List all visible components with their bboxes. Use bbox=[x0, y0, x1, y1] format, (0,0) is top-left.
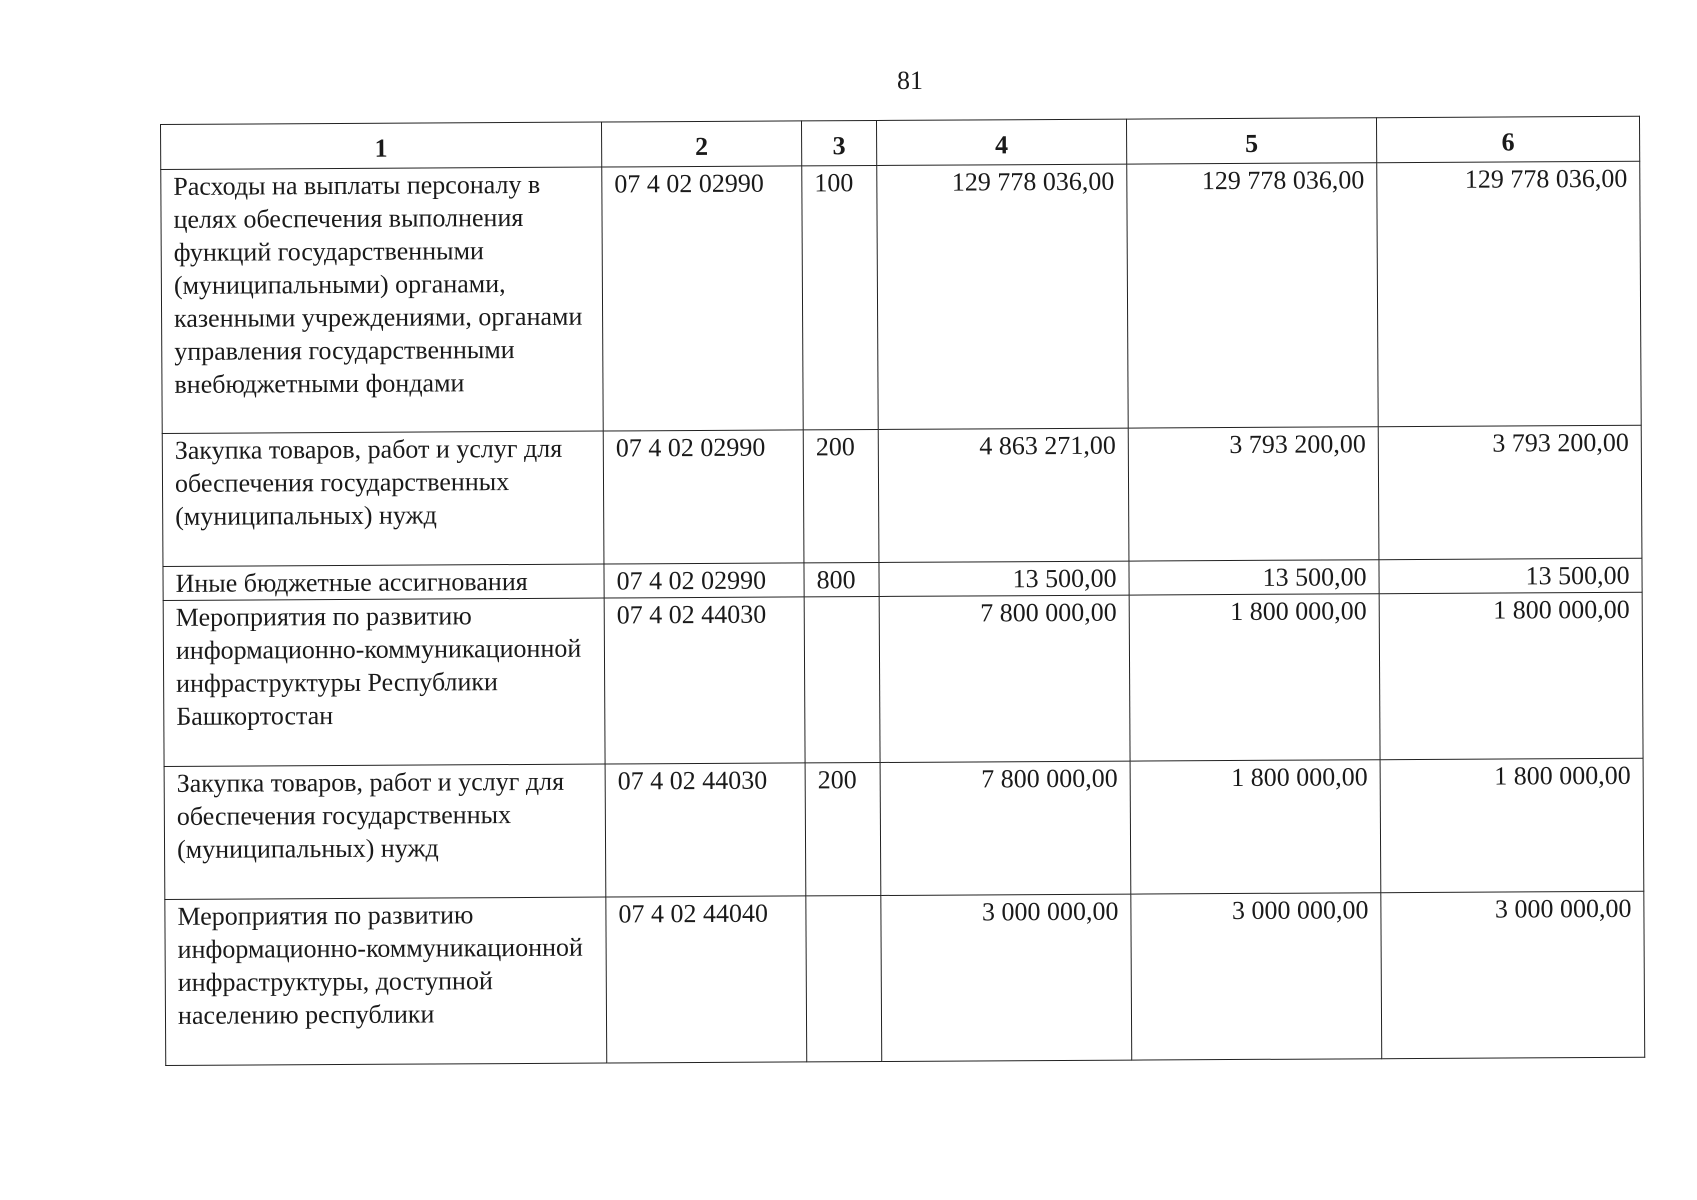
row-amount-col-5: 1 800 000,00 bbox=[1129, 594, 1380, 761]
header-col-3: 3 bbox=[801, 120, 876, 165]
row-code: 07 4 02 44030 bbox=[604, 597, 805, 764]
budget-table bbox=[160, 116, 1645, 1066]
row-name: Закупка товаров, работ и услуг для обеспечения государственных (муниципальных) нужд bbox=[164, 764, 606, 899]
row-code: 07 4 02 02990 bbox=[602, 166, 803, 431]
row-amount-col-5: 3 793 200,00 bbox=[1128, 427, 1379, 561]
row-amount-col-4: 4 863 271,00 bbox=[878, 428, 1129, 562]
row-amount-col-4: 7 800 000,00 bbox=[880, 761, 1131, 895]
header-col-5: 5 bbox=[1126, 118, 1376, 164]
row-name: Иные бюджетные ассигнования bbox=[163, 564, 604, 600]
row-amount-col-5: 129 778 036,00 bbox=[1127, 163, 1378, 428]
row-expense-type bbox=[806, 895, 882, 1061]
row-expense-type: 200 bbox=[803, 429, 879, 562]
page-number: 81 bbox=[897, 66, 923, 95]
row-amount-col-5: 1 800 000,00 bbox=[1130, 760, 1381, 894]
row-amount-col-6: 1 800 000,00 bbox=[1379, 592, 1643, 759]
table-row bbox=[161, 161, 1641, 433]
header-col-1: 1 bbox=[161, 122, 602, 169]
row-amount-col-4: 13 500,00 bbox=[879, 561, 1129, 596]
row-amount-col-6: 13 500,00 bbox=[1379, 558, 1642, 593]
table-row bbox=[164, 758, 1644, 899]
row-code: 07 4 02 02990 bbox=[604, 563, 804, 598]
header-col-2: 2 bbox=[601, 121, 801, 167]
row-amount-col-5: 13 500,00 bbox=[1129, 560, 1379, 595]
table-row bbox=[163, 592, 1643, 766]
budget-table-container bbox=[160, 116, 1644, 1066]
row-expense-type: 100 bbox=[802, 165, 878, 429]
row-amount-col-4: 129 778 036,00 bbox=[877, 164, 1128, 429]
row-amount-col-6: 1 800 000,00 bbox=[1380, 758, 1644, 892]
row-name: Расходы на выплаты персоналу в целях обеспечения выполнения функций государственными (муниципальными) органами, казенными учреждениями, органами управления государственными внебюджетными фондами bbox=[161, 167, 603, 433]
row-amount-col-6: 129 778 036,00 bbox=[1377, 161, 1641, 426]
row-amount-col-6: 3 000 000,00 bbox=[1381, 891, 1645, 1058]
header-col-6: 6 bbox=[1376, 116, 1639, 162]
row-expense-type: 800 bbox=[804, 562, 879, 596]
table-row bbox=[162, 425, 1642, 566]
row-amount-col-5: 3 000 000,00 bbox=[1131, 893, 1382, 1060]
row-expense-type: 200 bbox=[805, 762, 881, 895]
row-name: Мероприятия по развитию информационно-коммуникационной инфраструктуры, доступной населению республики bbox=[165, 897, 607, 1065]
row-amount-col-4: 3 000 000,00 bbox=[881, 894, 1132, 1061]
header-col-4: 4 bbox=[876, 119, 1126, 165]
row-amount-col-6: 3 793 200,00 bbox=[1378, 425, 1642, 559]
row-amount-col-4: 7 800 000,00 bbox=[879, 595, 1130, 762]
row-name: Закупка товаров, работ и услуг для обеспечения государственных (муниципальных) нужд bbox=[162, 431, 604, 566]
row-name: Мероприятия по развитию информационно-коммуникационной инфраструктуры Республики Башкортостан bbox=[163, 598, 605, 766]
table-row bbox=[165, 891, 1645, 1065]
row-code: 07 4 02 02990 bbox=[603, 430, 804, 564]
row-expense-type bbox=[804, 596, 880, 762]
row-code: 07 4 02 44030 bbox=[605, 763, 806, 897]
row-code: 07 4 02 44040 bbox=[606, 896, 807, 1063]
